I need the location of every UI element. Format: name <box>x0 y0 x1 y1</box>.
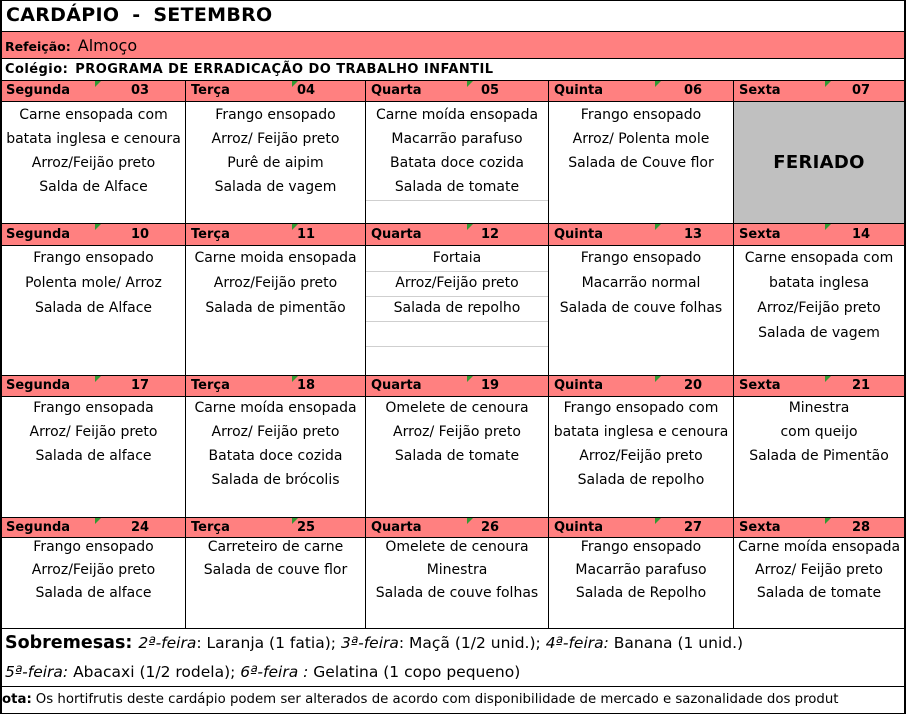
menu-item: Arroz/Feijão preto <box>395 275 519 291</box>
menu-item: Frango ensopado <box>580 107 702 123</box>
day-header-cell <box>185 517 365 538</box>
holiday-cell <box>733 102 904 223</box>
day-date: 10 <box>130 227 150 242</box>
day-date: 18 <box>296 378 316 393</box>
menu-item: Carne moida ensopada <box>194 250 357 266</box>
day-menu-cell <box>733 246 904 375</box>
dessert-day: 3ª-feira <box>340 634 399 652</box>
day-header-cell <box>733 375 904 397</box>
desserts-label: Sobremesas: <box>5 633 133 653</box>
menu-item: Arroz/ Feijão preto <box>393 424 521 440</box>
day-name: Segunda <box>6 227 71 242</box>
day-menu-cell <box>365 246 548 375</box>
menu-item: Salada de vagem <box>758 325 880 341</box>
day-header-cell <box>2 80 185 102</box>
error-indicator-icon <box>292 224 298 230</box>
day-menu-cell <box>548 102 733 223</box>
day-header-cell <box>548 375 733 397</box>
day-name: Sexta <box>739 378 781 393</box>
menu-item: Macarrão parafuso <box>575 562 707 578</box>
day-date: 24 <box>130 520 150 535</box>
day-menu-cell <box>2 397 185 517</box>
menu-item: Salada de couve folhas <box>559 300 723 316</box>
day-header-cell <box>365 223 548 246</box>
note-text: Os hortifrutis deste cardápio podem ser alterados de acordo com disponibilidade de mercado e sazonalidade dos produt <box>35 692 839 707</box>
day-date: 05 <box>480 83 500 98</box>
error-indicator-icon <box>95 224 101 230</box>
error-indicator-icon <box>95 518 101 524</box>
dessert-text: Banana (1 unid.) <box>608 634 744 652</box>
menu-item: Salada de pimentão <box>205 300 346 316</box>
dessert-day: 2ª-feira <box>138 634 197 652</box>
menu-item: Salada de Couve flor <box>568 155 714 171</box>
menu-item: Frango ensopado <box>33 250 154 266</box>
error-indicator-icon <box>655 376 661 382</box>
day-date: 25 <box>296 520 316 535</box>
day-menu-cell <box>365 102 548 223</box>
day-name: Quarta <box>371 520 422 535</box>
menu-item: Salada de alface <box>35 585 152 601</box>
menu-item: Arroz/Feijão preto <box>757 300 881 316</box>
page-title: CARDÁPIO - SETEMBRO <box>6 4 273 26</box>
day-date: 21 <box>851 378 871 393</box>
menu-item: Arroz/Feijão preto <box>31 562 156 578</box>
menu-item: Salada de tomate <box>394 179 520 195</box>
day-menu-cell <box>733 397 904 517</box>
menu-item: Macarrão parafuso <box>391 131 523 147</box>
menu-item: Salada de vagem <box>214 179 337 195</box>
day-menu-cell <box>365 397 548 517</box>
menu-item: Frango ensopado <box>580 250 702 266</box>
menu-item: Arroz/Feijão preto <box>31 155 156 171</box>
day-header-cell <box>365 517 548 538</box>
school-value: PROGRAMA DE ERRADICAÇÃO DO TRABALHO INFANTIL <box>75 62 494 77</box>
day-header-cell <box>2 223 185 246</box>
error-indicator-icon <box>655 81 661 87</box>
error-indicator-icon <box>825 518 831 524</box>
error-indicator-icon <box>467 81 473 87</box>
menu-item: Omelete de cenoura <box>385 539 529 555</box>
school-label: Colégio: <box>5 62 69 77</box>
day-date: 12 <box>480 227 500 242</box>
dessert-text: : Laranja (1 fatia); <box>196 634 341 652</box>
day-name: Quarta <box>371 227 422 242</box>
note-row <box>2 686 904 714</box>
menu-item: Frango ensopado <box>33 539 154 555</box>
day-name: Terça <box>191 520 230 535</box>
menu-item: Fortaia <box>432 250 482 266</box>
day-date: 19 <box>480 378 500 393</box>
cell-gridline <box>366 321 548 322</box>
day-menu-cell <box>365 538 548 628</box>
menu-item: Salada de Alface <box>34 300 153 316</box>
menu-item: Arroz/ Polenta mole <box>572 131 710 147</box>
day-name: Sexta <box>739 83 781 98</box>
day-menu-cell <box>2 538 185 628</box>
menu-item: Arroz/ Feijão preto <box>211 131 340 147</box>
menu-item: Salada de Pimentão <box>749 448 889 464</box>
menu-item: Batata doce cozida <box>390 155 524 171</box>
desserts-row-continued <box>2 658 904 686</box>
day-date: 06 <box>683 83 703 98</box>
menu-item: Frango ensopada <box>33 400 154 416</box>
dessert-day: 5ª-feira: <box>5 663 69 681</box>
error-indicator-icon <box>825 81 831 87</box>
day-menu-cell <box>733 538 904 628</box>
error-indicator-icon <box>95 376 101 382</box>
day-header-cell <box>185 375 365 397</box>
menu-item: Omelete de cenoura <box>385 400 529 416</box>
menu-item: Arroz/ Feijão preto <box>211 424 340 440</box>
menu-item: Salada de couve flor <box>203 562 348 578</box>
error-indicator-icon <box>292 376 298 382</box>
desserts-row <box>2 628 904 658</box>
meal-value: Almoço <box>77 36 138 55</box>
day-menu-cell <box>2 102 185 223</box>
day-header-cell <box>548 223 733 246</box>
dessert-text: Abacaxi (1/2 rodela); <box>68 663 241 681</box>
menu-item: Salada de couve folhas <box>375 585 539 601</box>
day-date: 26 <box>480 520 500 535</box>
note-label: ota: <box>2 692 32 707</box>
day-header-cell <box>365 375 548 397</box>
day-name: Quinta <box>554 227 604 242</box>
error-indicator-icon <box>467 224 473 230</box>
cell-gridline <box>366 200 548 201</box>
day-date: 07 <box>851 83 871 98</box>
error-indicator-icon <box>825 376 831 382</box>
menu-item: Frango ensopado <box>215 107 336 123</box>
menu-item: batata inglesa e cenoura <box>6 131 181 147</box>
day-menu-cell <box>548 538 733 628</box>
menu-item: Arroz/ Feijão preto <box>29 424 158 440</box>
menu-item: Carne moída ensopada <box>375 107 539 123</box>
error-indicator-icon <box>467 376 473 382</box>
menu-item: Purê de aipim <box>227 155 324 171</box>
day-name: Terça <box>191 227 230 242</box>
day-menu-cell <box>185 538 365 628</box>
day-date: 14 <box>851 227 871 242</box>
day-header-cell <box>185 80 365 102</box>
menu-item: batata inglesa e cenoura <box>553 424 729 440</box>
menu-item: Arroz/Feijão preto <box>213 275 338 291</box>
menu-item: Polenta mole/ Arroz <box>25 275 162 291</box>
day-menu-cell <box>2 246 185 375</box>
menu-item: Salada de Repolho <box>575 585 707 601</box>
menu-item: Minestra <box>788 400 850 416</box>
day-date: 03 <box>130 83 150 98</box>
meal-label: Refeição: <box>5 39 71 54</box>
menu-item: Salada de alface <box>35 448 152 464</box>
menu-item: Macarrão normal <box>581 275 701 291</box>
menu-item: Carne ensopada com <box>19 107 168 123</box>
menu-item: Frango ensopado com <box>563 400 719 416</box>
error-indicator-icon <box>825 224 831 230</box>
day-header-cell <box>733 80 904 102</box>
menu-item: Salda de Alface <box>39 179 148 195</box>
error-indicator-icon <box>95 81 101 87</box>
menu-item: Carreteiro de carne <box>207 539 344 555</box>
day-header-cell <box>733 223 904 246</box>
menu-item: Arroz/ Feijão preto <box>755 562 883 578</box>
dessert-text: Gelatina (1 copo pequeno) <box>308 663 521 681</box>
menu-item: Salada de tomate <box>394 448 520 464</box>
dessert-text: : Maçã (1/2 unid.); <box>398 634 546 652</box>
menu-item: Arroz/Feijão preto <box>579 448 703 464</box>
day-header-cell <box>2 517 185 538</box>
day-header-cell <box>185 223 365 246</box>
day-header-cell <box>2 375 185 397</box>
day-name: Quarta <box>371 378 422 393</box>
day-name: Sexta <box>739 520 781 535</box>
day-name: Segunda <box>6 378 71 393</box>
error-indicator-icon <box>655 518 661 524</box>
menu-item: Salada de brócolis <box>211 472 340 488</box>
day-header-cell <box>365 80 548 102</box>
error-indicator-icon <box>467 518 473 524</box>
day-name: Terça <box>191 83 230 98</box>
day-header-cell <box>548 80 733 102</box>
day-header-cell <box>548 517 733 538</box>
menu-item: Salada de tomate <box>756 585 882 601</box>
menu-item: Minestra <box>426 562 488 578</box>
cell-gridline <box>366 346 548 347</box>
day-date: 27 <box>683 520 703 535</box>
day-menu-cell <box>185 397 365 517</box>
menu-item: Carne ensopada com <box>744 250 894 266</box>
holiday-label: FERIADO <box>773 152 865 173</box>
menu-item: com queijo <box>780 424 858 440</box>
menu-item: Carne moída ensopada <box>194 400 357 416</box>
day-name: Quinta <box>554 520 604 535</box>
day-name: Terça <box>191 378 230 393</box>
menu-item: Batata doce cozida <box>208 448 343 464</box>
day-name: Segunda <box>6 83 71 98</box>
day-date: 11 <box>296 227 316 242</box>
day-menu-cell <box>548 397 733 517</box>
day-header-cell <box>733 517 904 538</box>
day-date: 17 <box>130 378 150 393</box>
error-indicator-icon <box>655 224 661 230</box>
day-name: Segunda <box>6 520 71 535</box>
error-indicator-icon <box>292 518 298 524</box>
day-name: Quarta <box>371 83 422 98</box>
dessert-day: 4ª-feira: <box>545 634 609 652</box>
menu-item: Carne moída ensopada <box>737 539 901 555</box>
menu-item: Salada de repolho <box>577 472 705 488</box>
error-indicator-icon <box>292 81 298 87</box>
day-name: Sexta <box>739 227 781 242</box>
menu-item: batata inglesa <box>768 275 870 291</box>
dessert-day: 6ª-feira : <box>240 663 309 681</box>
menu-item: Salada de repolho <box>393 300 521 316</box>
day-name: Quinta <box>554 378 604 393</box>
day-menu-cell <box>185 246 365 375</box>
day-menu-cell <box>548 246 733 375</box>
day-name: Quinta <box>554 83 604 98</box>
menu-item: Frango ensopado <box>580 539 702 555</box>
day-date: 20 <box>683 378 703 393</box>
day-date: 13 <box>683 227 703 242</box>
day-menu-cell <box>185 102 365 223</box>
day-date: 28 <box>851 520 871 535</box>
day-date: 04 <box>296 83 316 98</box>
